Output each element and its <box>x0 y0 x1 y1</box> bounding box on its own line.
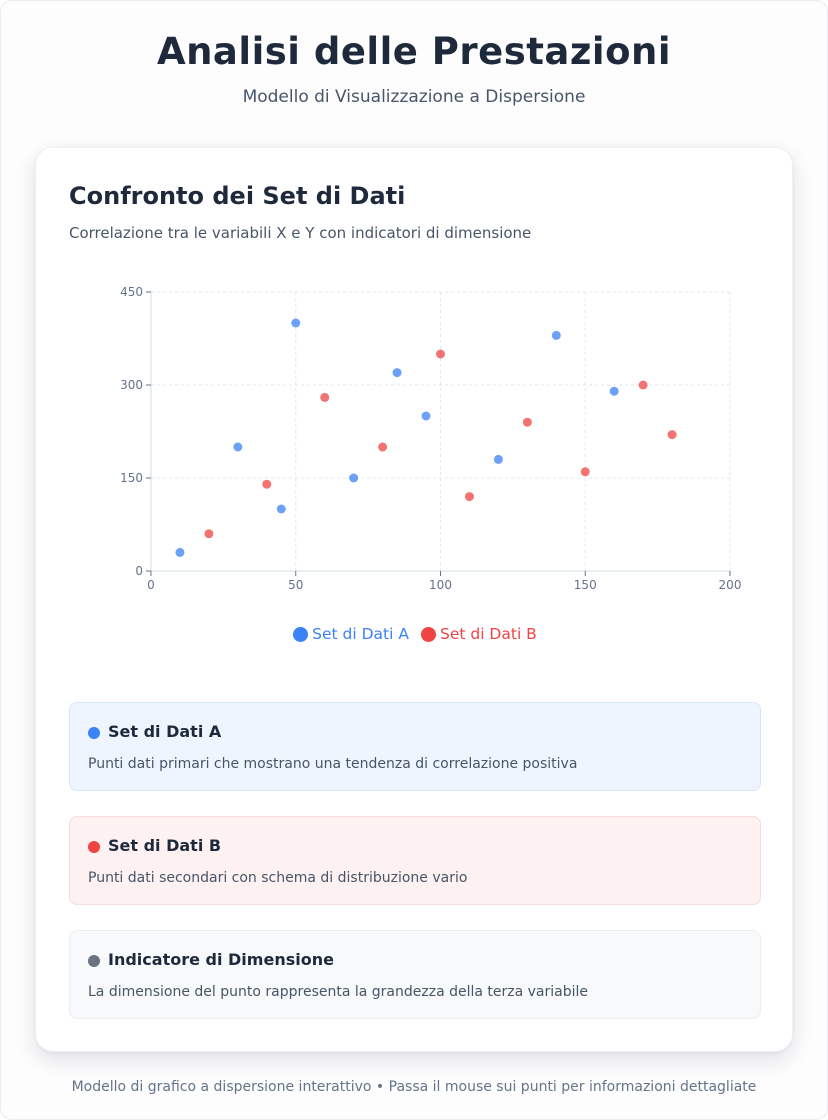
data-point-set-a[interactable] <box>610 387 619 396</box>
data-point-set-b[interactable] <box>320 393 329 402</box>
data-point-set-a[interactable] <box>494 455 503 464</box>
info-title-set-b: Set di Dati B <box>108 836 222 855</box>
info-desc-set-a: Punti dati primari che mostrano una tendenza di correlazione positiva <box>88 756 578 772</box>
legend-dot-set-b <box>421 627 436 642</box>
info-box-set-a <box>69 702 761 791</box>
card-title: Confronto dei Set di Dati <box>69 182 406 210</box>
y-tick-label: 300 <box>120 378 143 392</box>
x-tick-label: 50 <box>288 578 304 592</box>
x-tick-label: 200 <box>718 578 742 592</box>
data-point-set-a[interactable] <box>393 368 402 377</box>
legend-label-set-b: Set di Dati B <box>439 625 537 643</box>
data-point-set-b[interactable] <box>581 467 590 476</box>
x-tick-label: 100 <box>429 578 452 592</box>
y-tick-label: 0 <box>135 564 143 578</box>
legend-item-set-b[interactable] <box>421 625 537 643</box>
page-footer: Modello di grafico a dispersione interattivo • Passa il mouse sui punti per informazioni dettagliate <box>71 1079 757 1095</box>
info-desc-set-b: Punti dati secondari con schema di distribuzione vario <box>88 870 468 886</box>
data-point-set-a[interactable] <box>233 443 242 452</box>
data-point-set-a[interactable] <box>277 505 286 514</box>
data-point-set-a[interactable] <box>175 548 184 557</box>
info-title-set-a: Set di Dati A <box>108 722 222 741</box>
data-point-set-a[interactable] <box>291 319 300 328</box>
data-point-set-b[interactable] <box>668 430 677 439</box>
data-point-set-a[interactable] <box>349 474 358 483</box>
data-point-set-b[interactable] <box>465 492 474 501</box>
page-title: Analisi delle Prestazioni <box>156 30 672 73</box>
data-point-set-b[interactable] <box>378 443 387 452</box>
data-point-set-b[interactable] <box>639 381 648 390</box>
legend-dot-set-a <box>293 627 308 642</box>
page-header <box>0 30 828 107</box>
y-tick-label: 150 <box>120 471 143 485</box>
chart-legend <box>36 625 794 643</box>
size-indicator-dot-icon <box>88 955 100 967</box>
card-description: Correlazione tra le variabili X e Y con indicatori di dimensione <box>69 224 532 242</box>
info-title-size-indicator: Indicatore di Dimensione <box>108 950 334 969</box>
legend-item-set-a[interactable] <box>293 625 409 643</box>
data-point-set-b[interactable] <box>523 418 532 427</box>
data-point-set-a[interactable] <box>552 331 561 340</box>
info-desc-size-indicator: La dimensione del punto rappresenta la grandezza della terza variabile <box>88 984 589 1000</box>
chart-card <box>35 147 793 1052</box>
x-tick-label: 0 <box>147 578 155 592</box>
info-box-size-indicator <box>69 930 761 1019</box>
legend-label-set-a: Set di Dati A <box>312 625 409 643</box>
info-box-set-b <box>69 816 761 905</box>
data-point-set-b[interactable] <box>436 350 445 359</box>
data-point-set-b[interactable] <box>204 529 213 538</box>
data-point-set-b[interactable] <box>262 480 271 489</box>
set-a-dot-icon <box>88 727 100 739</box>
x-tick-label: 150 <box>573 578 597 592</box>
y-tick-label: 450 <box>120 285 143 299</box>
data-point-set-a[interactable] <box>422 412 431 421</box>
scatter-chart <box>36 148 794 618</box>
set-b-dot-icon <box>88 841 100 853</box>
page-subtitle: Modello di Visualizzazione a Dispersione <box>242 87 586 107</box>
